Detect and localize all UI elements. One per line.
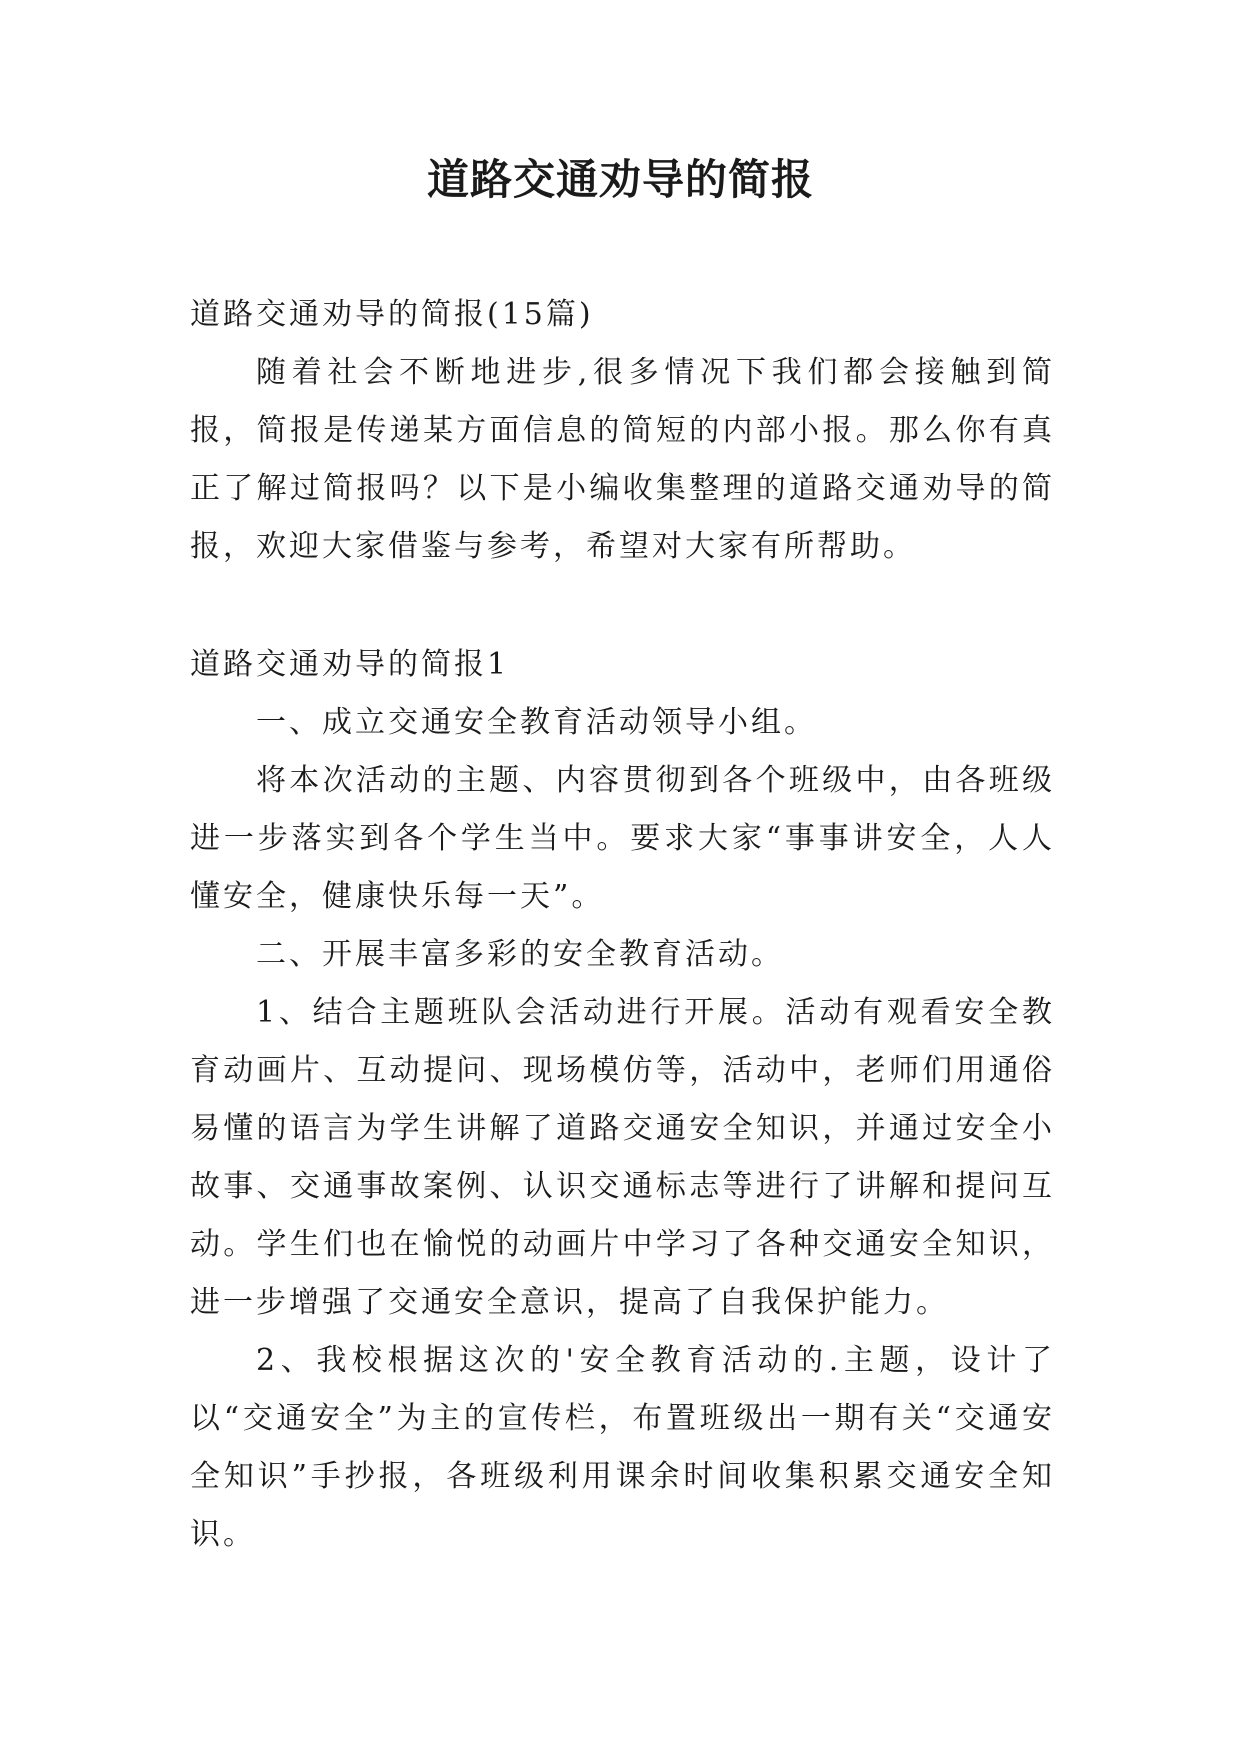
intro-section: [190, 286, 1055, 576]
section-paragraph-3: 二、开展丰富多彩的安全教育活动。: [256, 937, 784, 972]
section-paragraph-5: 2、我校根据这次的'安全教育活动的.主题，设计了以“交通安全”为主的宣传栏，布置班级出一期有关“交通安全知识”手抄报，各班级利用课余时间收集积累交通安全知识。: [190, 1343, 1055, 1552]
section-paragraph-1: 一、成立交通安全教育活动领导小组。: [256, 705, 817, 740]
section-1: [190, 636, 1055, 1564]
section-heading: 道路交通劝导的简报1: [190, 647, 510, 682]
section-paragraph-2: 将本次活动的主题、内容贯彻到各个班级中，由各班级进一步落实到各个学生当中。要求大家“事事讲安全，人人懂安全，健康快乐每一天”。: [190, 763, 1055, 914]
document-subtitle: 道路交通劝导的简报(15篇): [190, 297, 594, 332]
section-paragraph-4: 1、结合主题班队会活动进行开展。活动有观看安全教育动画片、互动提问、现场模仿等，活动中，老师们用通俗易懂的语言为学生讲解了道路交通安全知识，并通过安全小故事、交通事故案例、认识交通标志等进行了讲解和提问互动。学生们也在愉悦的动画片中学习了各种交通安全知识，进一步增强了交通安全意识，提高了自我保护能力。: [190, 995, 1055, 1320]
page-title: 道路交通劝导的简报: [426, 155, 814, 204]
intro-paragraph: 随着社会不断地进步,很多情况下我们都会接触到简报，简报是传递某方面信息的简短的内部小报。那么你有真正了解过简报吗？以下是小编收集整理的道路交通劝导的简报，欢迎大家借鉴与参考，希望对大家有所帮助。: [190, 355, 1055, 564]
